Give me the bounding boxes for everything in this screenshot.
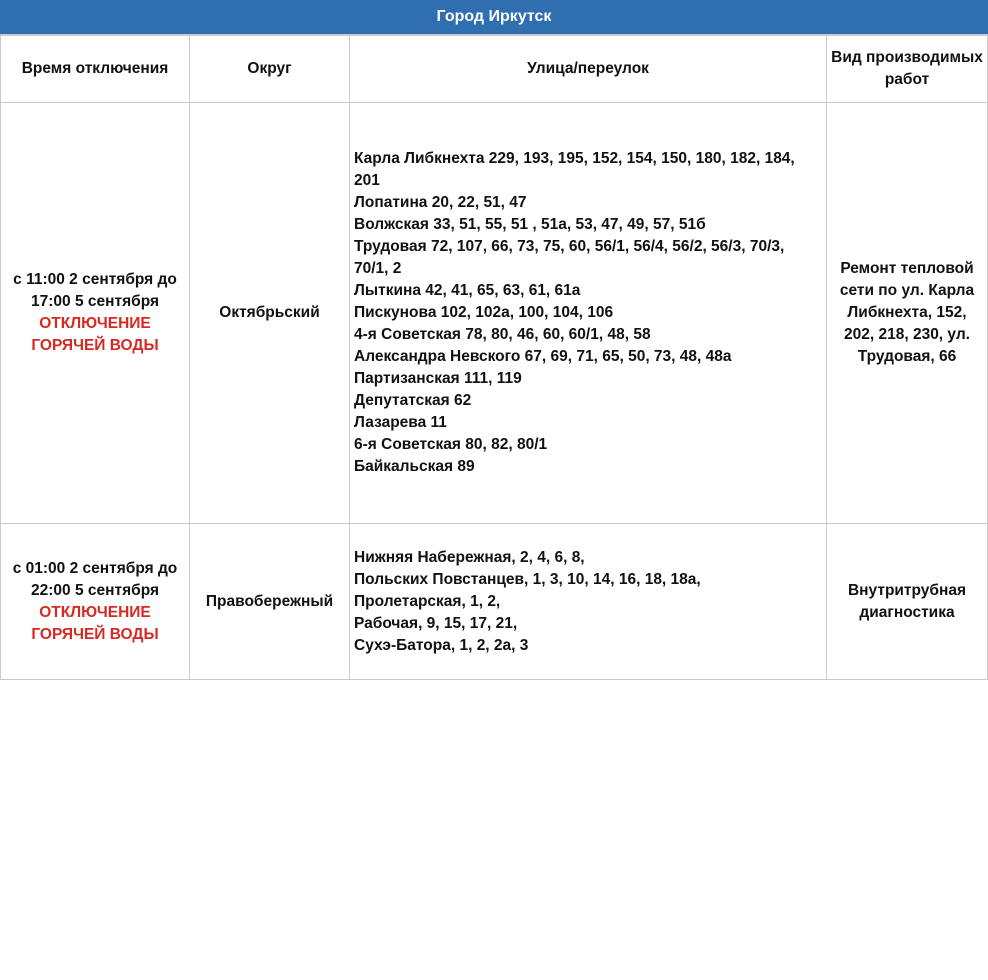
street-item: Рабочая, 9, 15, 17, 21, [354, 614, 518, 632]
street-item: Байкальская 89 [354, 458, 475, 475]
outage-time: с 01:00 2 сентября до 22:00 5 сентября [12, 559, 178, 599]
street-item: Пролетарская, 1, 2, [354, 592, 501, 610]
street-item: Пискунова 102, 102а, 100, 104, 106 [354, 304, 614, 321]
streets-cell [350, 103, 827, 524]
street-item: Карла Либкнехта 229, 193, 195, 152, 154, 150, 180, 182, 184, 201 [354, 150, 795, 189]
header-streets: Улица/переулок [350, 36, 827, 103]
status-line-2: ГОРЯЧЕЙ ВОДЫ [31, 337, 159, 354]
city-title: Город Иркутск [0, 0, 988, 35]
header-works: Вид производимых работ [827, 36, 988, 103]
street-item: 6-я Советская 80, 82, 80/1 [354, 436, 548, 453]
streets-cell [350, 524, 827, 680]
street-item: Лыткина 42, 41, 65, 63, 61, 61а [354, 282, 581, 299]
works-cell: Внутритрубная диагностика [827, 524, 988, 680]
street-item: Александра Невского 67, 69, 71, 65, 50, 73, 48, 48а [354, 348, 732, 365]
header-district: Округ [190, 36, 350, 103]
street-item: Сухэ-Батора, 1, 2, 2а, 3 [354, 636, 529, 654]
table-header-row [1, 36, 988, 103]
status-line-2: ГОРЯЧЕЙ ВОДЫ [31, 625, 159, 643]
street-item: Лопатина 20, 22, 51, 47 [354, 194, 527, 211]
outage-time-cell [1, 524, 190, 680]
street-item: Нижняя Набережная, 2, 4, 6, 8, [354, 548, 585, 566]
works-cell: Ремонт тепловой сети по ул. Карла Либкнехта, 152, 202, 218, 230, ул. Трудовая, 66 [827, 103, 988, 524]
outage-table [0, 35, 988, 680]
table-row [1, 103, 988, 524]
street-item: Партизанская 111, 119 [354, 370, 522, 387]
street-item: Польских Повстанцев, 1, 3, 10, 14, 16, 18, 18а, [354, 570, 701, 588]
outage-time: с 11:00 2 сентября до 17:00 5 сентября [13, 271, 177, 310]
street-item: Трудовая 72, 107, 66, 73, 75, 60, 56/1, 56/4, 56/2, 56/3, 70/3, 70/1, 2 [354, 238, 785, 277]
district-cell: Октябрьский [190, 103, 350, 524]
status-line-1: ОТКЛЮЧЕНИЕ [39, 603, 151, 621]
table-row [1, 524, 988, 680]
district-cell: Правобережный [190, 524, 350, 680]
outage-time-cell [1, 103, 190, 524]
street-item: Волжская 33, 51, 55, 51 , 51а, 53, 47, 49, 57, 51б [354, 216, 706, 233]
street-item: Лазарева 11 [354, 414, 447, 431]
street-item: 4-я Советская 78, 80, 46, 60, 60/1, 48, 58 [354, 326, 651, 343]
header-time: Время отключения [1, 36, 190, 103]
street-item: Депутатская 62 [354, 392, 472, 409]
status-line-1: ОТКЛЮЧЕНИЕ [39, 315, 151, 332]
